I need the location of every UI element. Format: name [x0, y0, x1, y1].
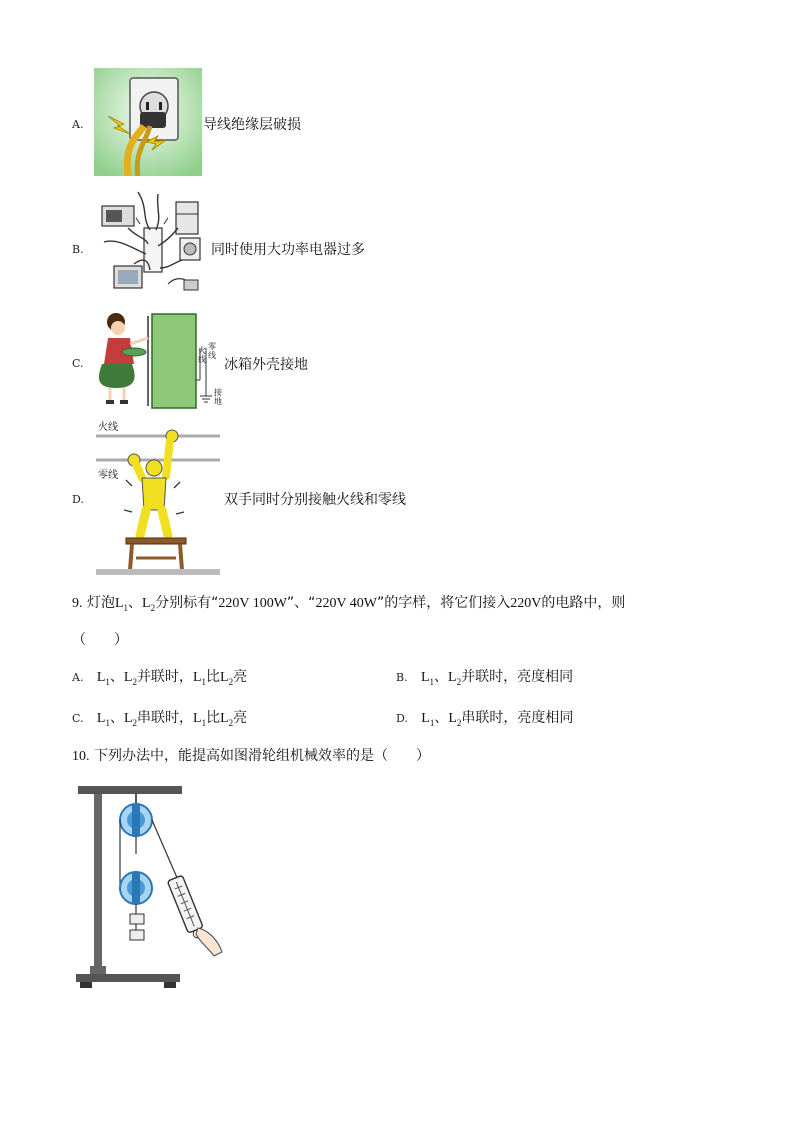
question-10-text: 下列办法中，能提高如图滑轮组机械效率的是（ ）: [93, 748, 430, 764]
option-d-letter: D.: [72, 493, 84, 506]
q9-separator: 、: [109, 710, 124, 726]
option-letter: D.: [396, 712, 408, 725]
question-9-stem: [72, 592, 625, 613]
fridge-ground-label: 接地: [214, 388, 222, 406]
bulb-subscript: 1: [123, 602, 129, 613]
bulb-l1: [421, 670, 434, 685]
q9-stem-part: 灯泡: [86, 595, 115, 611]
option-a-figure: [94, 68, 202, 176]
rating-2: 220V 40W: [315, 596, 378, 611]
q9-option-d[interactable]: [396, 707, 573, 728]
broken-wire-socket-illustration: [94, 68, 202, 176]
option-letter: C.: [72, 712, 84, 725]
option-text: 串联时，: [137, 710, 194, 726]
option-c-caption: 冰箱外壳接地: [224, 357, 308, 373]
bulb-subscript: 2: [456, 676, 462, 687]
bulb-symbol: L: [220, 711, 229, 726]
option-text: 比: [206, 710, 221, 726]
pulley-figure: [74, 782, 230, 992]
bulb-subscript: 1: [201, 717, 207, 728]
pulley-system-illustration: [74, 782, 230, 992]
option-text: 并联时，亮度相同: [461, 669, 574, 685]
q9-separator: 、: [128, 595, 143, 611]
option-a-caption: 导线绝缘层破损: [203, 117, 301, 133]
option-d-caption: 双手同时分别接触火线和零线: [224, 492, 406, 508]
bulb-l2: [142, 596, 155, 611]
bulb-l1: [421, 711, 434, 726]
bulb-l2: [220, 711, 233, 726]
q9-separator: 、: [434, 669, 449, 685]
bulb-symbol: L: [192, 670, 202, 685]
option-text: 比: [206, 669, 220, 685]
bulb-l1: [115, 596, 128, 611]
q9-stem-part: ”、“: [286, 595, 316, 611]
bulb-subscript: 2: [132, 717, 138, 728]
bulb-symbol: L: [142, 596, 151, 611]
double-touch-shock-illustration: [96, 420, 220, 578]
option-c-letter: C.: [72, 357, 84, 370]
bulb-subscript: 1: [429, 717, 435, 728]
option-a-letter: A.: [72, 118, 84, 131]
option-text: 并联时，: [136, 669, 193, 685]
bulb-l1: [193, 711, 206, 726]
q9-separator: 、: [109, 669, 124, 685]
bulb-symbol: L: [220, 670, 229, 685]
bulb-symbol: L: [123, 670, 133, 685]
option-letter: A.: [72, 671, 84, 684]
bulb-subscript: 1: [429, 676, 435, 687]
bulb-subscript: 2: [132, 676, 137, 687]
question-9-number: 9.: [72, 596, 83, 611]
option-letter: B.: [396, 671, 408, 684]
question-10-stem: [72, 745, 430, 765]
bulb-symbol: L: [420, 670, 430, 685]
rating-1: 220V 100W: [218, 596, 287, 611]
bulb-symbol: L: [96, 711, 106, 726]
bulb-symbol: L: [448, 670, 457, 685]
fridge-zero-label: 零线: [208, 342, 216, 360]
bulb-l1: [97, 670, 110, 685]
bulb-symbol: L: [421, 711, 430, 726]
fridge-fire-label: 火线: [198, 346, 206, 364]
option-text: 串联时，亮度相同: [461, 710, 574, 726]
bulb-l2: [124, 711, 137, 726]
bulb-subscript: 2: [150, 602, 156, 613]
q9-option-c[interactable]: [72, 707, 247, 728]
q9-option-b[interactable]: [396, 666, 573, 687]
bulb-l1: [97, 711, 110, 726]
bulb-subscript: 1: [105, 717, 110, 728]
q9-stem-part: 分别标有“: [155, 595, 219, 611]
bulb-symbol: L: [193, 711, 202, 726]
shock-fire-label: 火线: [98, 422, 118, 433]
bulb-subscript: 2: [228, 717, 234, 728]
q9-stem-part: 的电路中，则: [541, 595, 626, 611]
q9-separator: 、: [434, 710, 449, 726]
question-9-paren: （ ）: [72, 632, 128, 648]
bulb-l2: [220, 670, 233, 685]
option-text: 亮: [233, 710, 248, 726]
bulb-l2: [448, 711, 461, 726]
bulb-symbol: L: [96, 670, 106, 685]
circuit-voltage: 220V: [510, 596, 542, 611]
option-b-figure: [98, 188, 208, 300]
bulb-l2: [448, 670, 461, 685]
bulb-subscript: 1: [201, 676, 206, 687]
q9-option-a[interactable]: [72, 666, 247, 687]
bulb-symbol: L: [123, 711, 133, 726]
bulb-subscript: 2: [228, 676, 234, 687]
bulb-symbol: L: [114, 596, 124, 611]
bulb-subscript: 1: [105, 676, 110, 687]
bulb-symbol: L: [448, 711, 457, 726]
option-d-figure: [96, 420, 220, 578]
question-10-number: 10.: [72, 749, 90, 764]
bulb-subscript: 2: [456, 717, 462, 728]
shock-zero-label: 零线: [98, 470, 118, 481]
q9-stem-part: ”的字样，将它们接入: [377, 595, 511, 611]
option-text: 亮: [233, 669, 248, 685]
overloaded-outlet-illustration: [98, 188, 208, 300]
option-b-caption: 同时使用大功率电器过多: [211, 242, 365, 258]
option-b-letter: B.: [72, 243, 84, 256]
bulb-l2: [124, 670, 137, 685]
bulb-l1: [193, 670, 206, 685]
